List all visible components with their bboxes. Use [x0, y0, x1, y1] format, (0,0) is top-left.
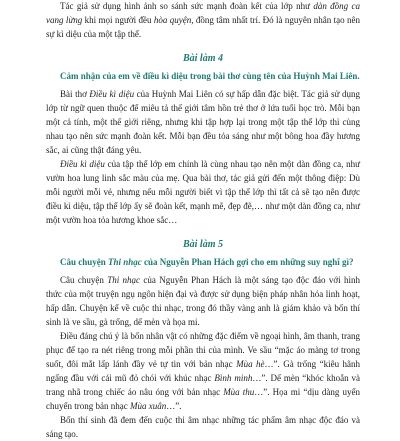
s5p2-a: Điều đáng chú ý là bốn nhân vật có những đặc điểm về ngoại hình, âm thanh, trang phục để tạo ra nét riêng trong mỗi phần thi của mình. Ve sầu “mặc áo màng tơ trong suốt, đôi mắt lấp lánh đầy vẻ tự tin với bản nhạc: [46, 331, 360, 369]
s5-prompt-text-1: Câu chuyện: [60, 257, 109, 267]
s5-prompt-text-2: của Nguyễn Phan Hách gợi cho em những suy nghĩ gì?: [141, 257, 354, 267]
s4p2-italic: Điều kì diệu: [60, 159, 105, 169]
s5p2-h: Mùa xuân: [129, 401, 167, 411]
intro-italic-1: dàn đồng ca vang lừng: [46, 1, 361, 25]
s5-prompt-italic: Thi nhạc: [108, 257, 142, 267]
section5-heading: Bài làm 5: [182, 239, 223, 250]
s5p2-f: Mùa thu: [223, 387, 255, 397]
intro-text-2: khi mọi người đều: [82, 15, 154, 25]
intro-italic-2: hòa quyện: [153, 15, 192, 25]
s5p2-e: …”. Dế mèn “khóc khoắn và trang nhã trong chiếc áo nâu óng với bản nhạc: [46, 373, 361, 397]
s5p2-i: …”.: [166, 401, 182, 411]
section5-prompt: [46, 256, 360, 269]
section5-paragraph-1: [46, 273, 360, 329]
s5p1-text-2: của Nguyễn Phan Hách là một sáng tạo độc đáo với hình thức của một truyện ngụ ngôn hiện đại và được sử dụng biện pháp nhân hóa linh hoạt, hấp dẫn. Chuyện kể về cuộc thi nhạc, trong đó thầy vàng anh là giám khảo và bốn thí sinh là ve sầu, gà trống, dế mèn và họa mi.: [46, 275, 360, 327]
s4p2-text: của tập thể lớp em chính là cùng nhau tạo nên một dàn đồng ca, như vườn hoa lung linh sắc màu của mẹ. Qua bài thơ, tác giả gửi đến một thông điệp: Dù mỗi người mỗi vẻ, nhưng nếu mỗi người biết vì tập thể lớp thì tất cả sẽ tạo nên được điều kì diệu, tập thể lớp ấy sẽ đoàn kết, mạnh mẽ, đẹp đẽ,… như một dàn đồng ca, như một vườn hoa tỏa hương khoe sắc…: [46, 159, 360, 225]
s5p1-italic: Thi nhạc: [107, 275, 141, 285]
s5p2-d: Bình minh: [214, 373, 253, 383]
s4p1-text-1: Bài thơ: [60, 89, 90, 99]
s5p2-b: Mùa hè: [236, 359, 265, 369]
section4-heading: Bài làm 4: [182, 53, 223, 64]
section4-paragraph-1: [46, 87, 360, 157]
intro-paragraph: [46, 0, 360, 41]
section4-prompt: Cảm nhận của em về điều kì diệu trong bài thơ cùng tên của Huỳnh Mai Liên.: [60, 71, 360, 81]
s5p2-g: …”. Họa mi “dịu dàng uyển chuyển trong bản nhạc: [46, 387, 361, 411]
section4-paragraph-2: [46, 157, 360, 227]
s5p1-text-1: Câu chuyện: [60, 275, 108, 285]
s4p1-text-2: của Huỳnh Mai Liên có sự hấp dẫn đặc biệt. Tác giả sử dụng lớp từ ngữ quen thuộc để miêu tả thế giới tâm hồn trẻ thơ ở lứa tuổi học trò. Mỗi bạn một cá tính, một thế giới riêng, nhưng khi tập hợp lại trong một tập thể lớp thì cùng nhau tạo nên sức mạnh đoàn kết. Mỗi bạn đều tỏa sáng như một bông hoa đầy hương sắc, ai cũng thật đáng yêu.: [46, 89, 360, 155]
section5-paragraph-3: Bốn thí sinh đã đem đến cuộc thi âm nhạc những tác phẩm âm nhạc độc đáo và sáng tạo.: [46, 415, 360, 439]
intro-text-3: , đồng tâm nhất trí. Đó là nguyên nhân tạo nên sự kì diệu của một tập thể.: [46, 15, 360, 39]
s5p2-c: …”. Gà trống “kiêu hãnh ngẩng đầu với cái mũ đỏ chói với khúc nhạc: [46, 359, 360, 383]
s4p1-italic: Điều kì diệu: [89, 89, 135, 99]
intro-text-1: Tác giả sử dụng hình ảnh so sánh sức mạnh đoàn kết của lớp như: [60, 1, 314, 11]
section5-paragraph-2: [46, 329, 360, 413]
